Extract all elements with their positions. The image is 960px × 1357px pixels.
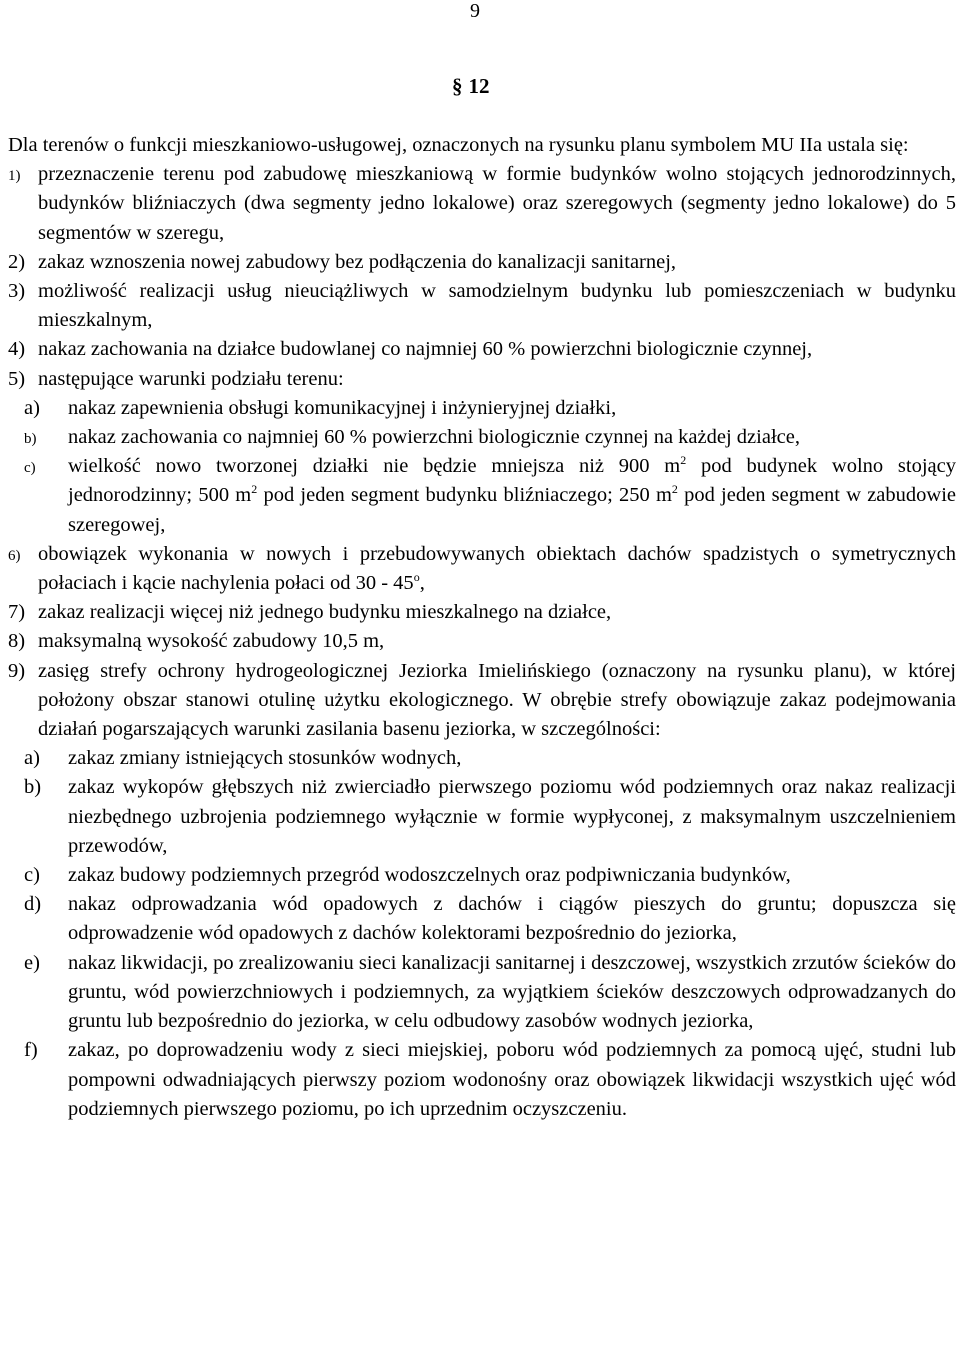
- sublist-marker: a): [24, 747, 40, 770]
- text-part: wielkość nowo tworzonej działki nie będzie mniejsza niż 900 m: [68, 455, 681, 478]
- list-item: [8, 335, 956, 364]
- sublist-item: [8, 861, 956, 890]
- list-item: [8, 248, 956, 277]
- sublist-item: [8, 773, 956, 861]
- sublist-item: [8, 394, 956, 423]
- sublist-marker: b): [24, 431, 37, 448]
- sublist-item: [8, 744, 956, 773]
- list-item-text: zasięg strefy ochrony hydrogeologicznej Jeziorka Imielińskiego (oznaczony na rysunku planu), w której położony obszar stanowi otulinę użytku ekologicznego. W obrębie strefy obowiązuje zakaz podejmowania działań pogarszających warunki zasilania basenu jeziorka, w szczególności:: [38, 659, 956, 741]
- list-item-text: zakaz wznoszenia nowej zabudowy bez podłączenia do kanalizacji sanitarnej,: [38, 250, 677, 273]
- document-body: [8, 131, 956, 1124]
- list-marker: 6): [8, 547, 21, 564]
- list-marker: 5): [8, 367, 26, 390]
- sublist-item-text: zakaz wykopów głębszych niż zwierciadło pierwszego poziomu wód podziemnych oraz nakaz realizacji niezbędnego uzbrojenia podziemnego wyłącznie w formie wypłyconej, z maksymalnym uszczelnieniem przewodów,: [68, 776, 956, 857]
- sublist-item-text: zakaz budowy podziemnych przegród wodoszczelnych oraz podpiwniczania budynków,: [68, 864, 791, 887]
- text-part: obowiązek wykonania w nowych i przebudowywanych obiektach dachów spadzistych o symetrycznych połaciach i kącie nachylenia połaci od 30 - 45: [38, 542, 956, 595]
- sublist-marker: d): [24, 893, 42, 916]
- list-marker: 7): [8, 601, 26, 624]
- sublist-marker: e): [24, 951, 40, 974]
- sublist-item-text: nakaz likwidacji, po zrealizowaniu sieci kanalizacji sanitarnej i deszczowej, wszystkich zrzutów ścieków do gruntu, wód powierzchniowych i podziemnych, za wyjątkiem ścieków deszczowych odprowadzanych do gruntu lub bezpośrednio do jeziorka, w celu odbudowy zasobów wodnych jeziorka,: [68, 951, 956, 1033]
- list-item: [8, 627, 956, 656]
- sublist-item: [8, 890, 956, 948]
- list-marker: 3): [8, 280, 26, 303]
- list-item-text: [38, 543, 956, 594]
- list-marker: 4): [8, 338, 26, 361]
- list-marker: 8): [8, 630, 26, 653]
- sublist-marker: c): [24, 864, 40, 887]
- intro-paragraph: Dla terenów o funkcji mieszkaniowo-usługowej, oznaczonych na rysunku planu symbolem MU IIa ustala się:: [8, 134, 909, 156]
- list-item: [8, 365, 956, 394]
- text-part: ,: [419, 572, 425, 595]
- list-item: [8, 657, 956, 745]
- list-item-text: nakaz zachowania na działce budowlanej co najmniej 60 % powierzchni biologicznie czynnej,: [38, 338, 813, 361]
- superscript: 2: [680, 453, 687, 468]
- sublist-item: [8, 452, 956, 540]
- list-item-text: zakaz realizacji więcej niż jednego budynku mieszkalnego na działce,: [38, 601, 612, 624]
- text-part: pod budynek wolno stojący jednorodzinny; 500 m: [68, 455, 956, 507]
- sublist-marker: f): [24, 1039, 38, 1062]
- list-item-text: następujące warunki podziału terenu:: [38, 367, 344, 390]
- sublist-item: [8, 1036, 956, 1124]
- list-item-text: możliwość realizacji usług nieuciążliwych w samodzielnym budynku lub pomieszczeniach w budynku mieszkalnym,: [38, 280, 956, 332]
- sublist-item-text: zakaz zmiany istniejących stosunków wodnych,: [68, 747, 462, 770]
- list-item-text: maksymalną wysokość zabudowy 10,5 m,: [38, 630, 385, 653]
- list-marker: 1): [8, 168, 21, 185]
- section-number: 12: [468, 74, 490, 98]
- list-item-text: przeznaczenie terenu pod zabudowę mieszkaniową w formie budynków wolno stojących jednorodzinnych, budynków bliźniaczych (dwa segmenty jedno lokalowe) oraz szeregowych (segmenty jedno lokalowe) do 5 segmentów w szeregu,: [38, 163, 956, 244]
- sublist-item-text: zakaz, po doprowadzeniu wody z sieci miejskiej, poboru wód podziemnych za pomocą ujęć, studni lub pompowni odwadniających pierwszy poziom wodonośny oraz obowiązek likwidacji wszystkich ujęć wód podziemnych pierwszego poziomu, po ich uprzednim oczyszczeniu.: [68, 1039, 956, 1120]
- sublist-item-text: nakaz zachowania co najmniej 60 % powierzchni biologicznie czynnej na każdej działce,: [68, 426, 800, 449]
- sublist-item: [8, 949, 956, 1037]
- section-sign: §: [452, 74, 463, 98]
- list-item: [8, 277, 956, 335]
- page-number: 9: [470, 0, 480, 22]
- sublist-item-text: [68, 455, 956, 535]
- sublist-protection-zone: [8, 744, 956, 1124]
- sublist-marker: b): [24, 776, 42, 799]
- text-part: pod jeden segment budynku bliźniaczego; 250 m: [257, 484, 672, 507]
- list-item: [8, 598, 956, 627]
- list-item: [8, 540, 956, 598]
- sublist-marker: a): [24, 396, 40, 419]
- sublist-item: [8, 423, 956, 452]
- list-item: [8, 160, 956, 248]
- superscript: 2: [251, 482, 258, 497]
- superscript: o: [413, 570, 420, 585]
- section-heading: [452, 74, 490, 99]
- sublist-division-conditions: [8, 394, 956, 540]
- text-part: pod jeden segment w zabudowie szeregowej,: [68, 484, 957, 536]
- sublist-marker: c): [24, 460, 36, 477]
- list-marker: 2): [8, 250, 26, 273]
- sublist-item-text: nakaz zapewnienia obsługi komunikacyjnej i inżynieryjnej działki,: [68, 396, 617, 419]
- superscript: 2: [671, 482, 678, 497]
- list-marker: 9): [8, 659, 26, 682]
- sublist-item-text: nakaz odprowadzania wód opadowych z dachów i ciągów pieszych do gruntu; dopuszcza się odprowadzenie wód opadowych z dachów kolektorami bezpośrednio do jeziorka,: [68, 893, 956, 945]
